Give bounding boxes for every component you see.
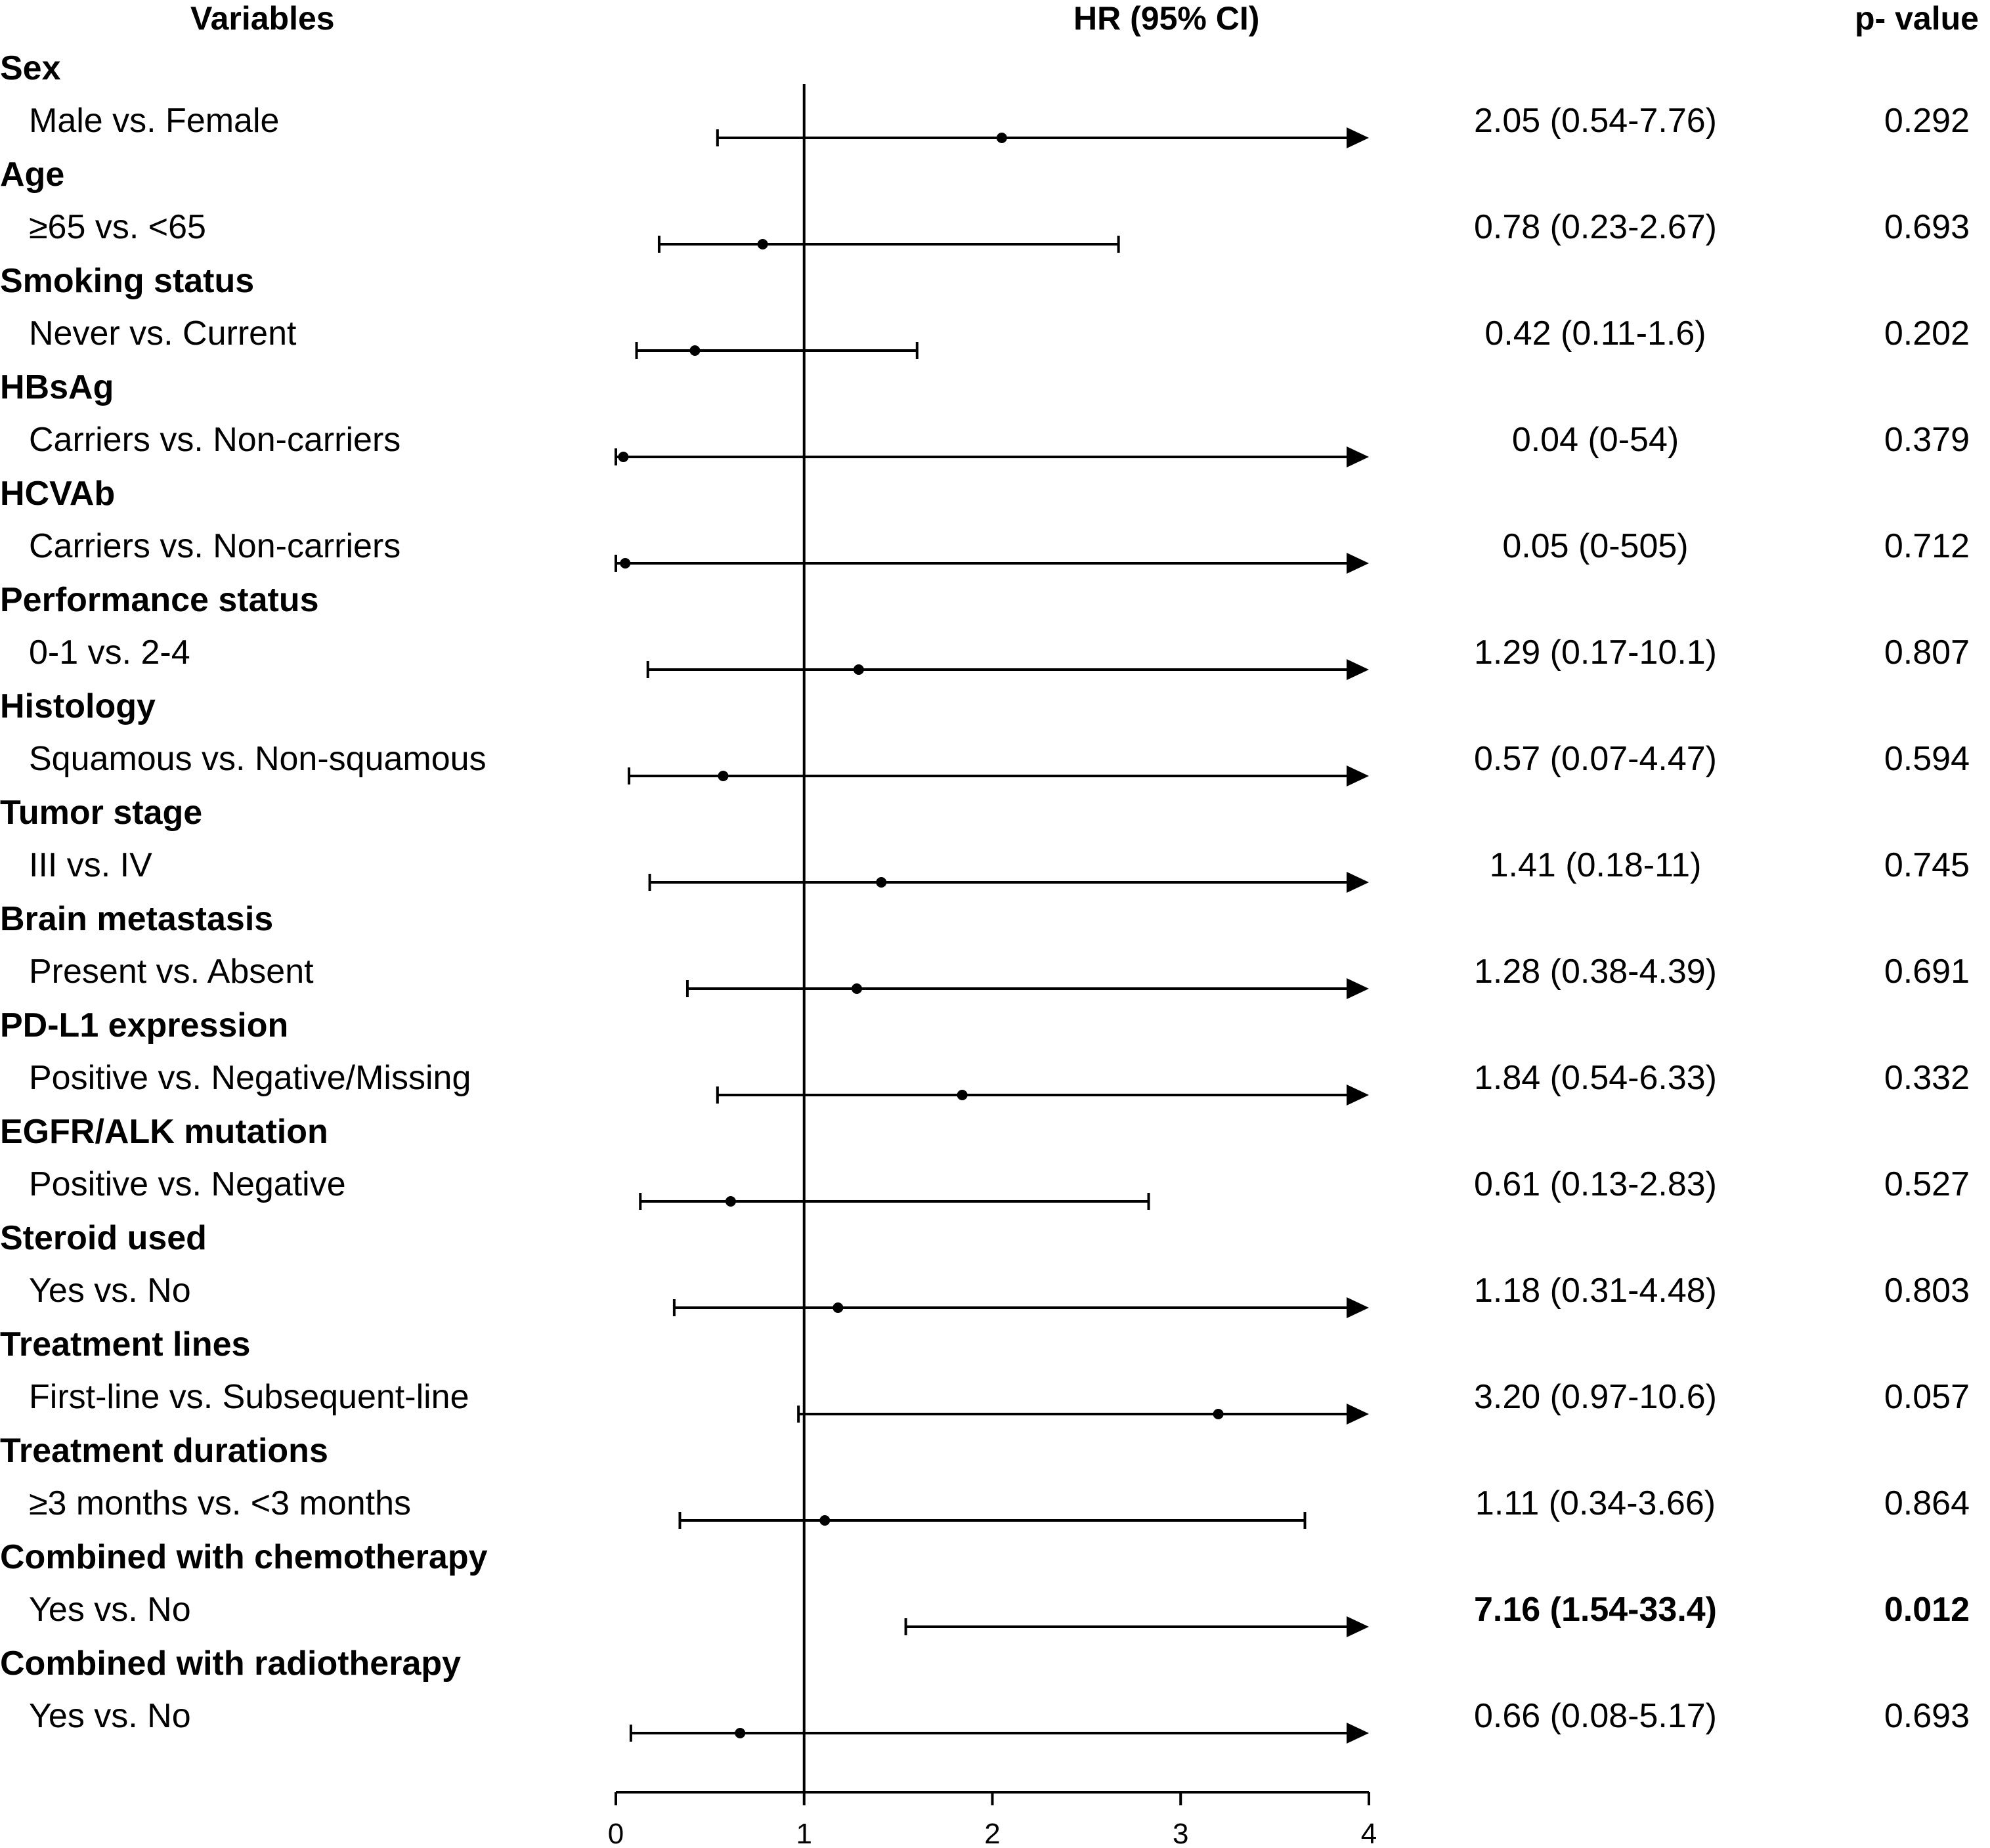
hr-ci-value: 0.05 (0-505) bbox=[1502, 527, 1689, 565]
group-label: Age bbox=[0, 156, 65, 194]
group-label: Combined with chemotherapy bbox=[0, 1538, 488, 1576]
hr-ci-value: 0.57 (0.07-4.47) bbox=[1473, 740, 1718, 778]
hr-ci-value: 0.66 (0.08-5.17) bbox=[1473, 1697, 1718, 1735]
hr-ci-value: 2.05 (0.54-7.76) bbox=[1473, 102, 1718, 140]
hr-point bbox=[725, 1196, 736, 1207]
x-tick-label: 2 bbox=[984, 1818, 1001, 1848]
hr-point bbox=[758, 239, 768, 249]
comparison-label: First-line vs. Subsequent-line bbox=[29, 1378, 469, 1416]
comparison-label: Carriers vs. Non-carriers bbox=[29, 527, 401, 565]
x-tick-label: 3 bbox=[1173, 1818, 1189, 1848]
variables-header: Variables bbox=[190, 0, 335, 37]
group-label: PD-L1 expression bbox=[0, 1006, 289, 1044]
x-tick-label: 1 bbox=[796, 1818, 812, 1848]
group-label: Brain metastasis bbox=[0, 900, 274, 938]
comparison-label: Yes vs. No bbox=[29, 1697, 191, 1735]
hr-header: HR (95% CI) bbox=[1073, 0, 1260, 37]
p-value: 0.693 bbox=[1884, 208, 1970, 246]
comparison-label: Squamous vs. Non-squamous bbox=[29, 740, 487, 778]
p-value: 0.202 bbox=[1884, 314, 1970, 353]
p-value: 0.379 bbox=[1884, 421, 1970, 459]
comparison-label: ≥65 vs. <65 bbox=[29, 208, 206, 246]
comparison-label: Yes vs. No bbox=[29, 1272, 191, 1310]
group-label: Treatment durations bbox=[0, 1432, 328, 1470]
hr-point bbox=[876, 877, 886, 888]
hr-ci-value: 1.11 (0.34-3.66) bbox=[1475, 1484, 1716, 1522]
comparison-label: Carriers vs. Non-carriers bbox=[29, 421, 401, 459]
p-value: 0.745 bbox=[1884, 846, 1970, 884]
group-label: EGFR/ALK mutation bbox=[0, 1113, 328, 1151]
group-label: Treatment lines bbox=[0, 1325, 251, 1364]
p-value-header: p- value bbox=[1855, 0, 1979, 37]
x-tick-label: 0 bbox=[607, 1818, 624, 1848]
hr-point bbox=[854, 664, 864, 675]
hr-point bbox=[833, 1302, 843, 1313]
ci-arrow-head bbox=[1347, 872, 1369, 893]
group-label: Steroid used bbox=[0, 1219, 207, 1257]
p-value: 0.691 bbox=[1884, 953, 1970, 991]
hr-point bbox=[618, 452, 628, 462]
group-label: HCVAb bbox=[0, 475, 116, 513]
ci-arrow-head bbox=[1347, 553, 1369, 574]
ci-arrow-head bbox=[1347, 1404, 1369, 1425]
hr-point bbox=[852, 983, 862, 994]
p-value: 0.594 bbox=[1884, 740, 1970, 778]
hr-point bbox=[620, 558, 630, 569]
hr-point bbox=[819, 1515, 830, 1526]
hr-point bbox=[718, 771, 728, 781]
group-label: Smoking status bbox=[0, 262, 255, 300]
group-label: Performance status bbox=[0, 581, 319, 619]
hr-point bbox=[689, 345, 700, 356]
hr-ci-value: 0.61 (0.13-2.83) bbox=[1473, 1165, 1718, 1203]
p-value: 0.012 bbox=[1884, 1591, 1970, 1629]
hr-ci-value: 0.04 (0-54) bbox=[1511, 421, 1679, 459]
hr-point bbox=[957, 1090, 968, 1100]
hr-point bbox=[997, 133, 1007, 143]
ci-arrow-head bbox=[1347, 978, 1369, 999]
group-label: Tumor stage bbox=[0, 794, 203, 832]
hr-ci-value: 1.84 (0.54-6.33) bbox=[1473, 1059, 1718, 1097]
p-value: 0.292 bbox=[1884, 102, 1970, 140]
p-value: 0.527 bbox=[1884, 1165, 1970, 1203]
ci-arrow-head bbox=[1347, 1085, 1369, 1106]
group-label: Histology bbox=[0, 687, 156, 725]
comparison-label: Yes vs. No bbox=[29, 1591, 191, 1629]
p-value: 0.057 bbox=[1884, 1378, 1970, 1416]
hr-ci-value: 1.41 (0.18-11) bbox=[1489, 846, 1702, 884]
hr-ci-value: 0.78 (0.23-2.67) bbox=[1473, 208, 1718, 246]
group-label: HBsAg bbox=[0, 368, 114, 406]
comparison-label: ≥3 months vs. <3 months bbox=[29, 1484, 412, 1522]
p-value: 0.807 bbox=[1884, 634, 1970, 672]
hr-ci-value: 0.42 (0.11-1.6) bbox=[1484, 314, 1706, 353]
ci-arrow-head bbox=[1347, 1616, 1369, 1637]
comparison-label: Never vs. Current bbox=[29, 314, 297, 353]
ci-arrow-head bbox=[1347, 127, 1369, 148]
hr-ci-value: 7.16 (1.54-33.4) bbox=[1473, 1591, 1718, 1629]
comparison-label: Positive vs. Negative/Missing bbox=[29, 1059, 471, 1097]
comparison-label: Positive vs. Negative bbox=[29, 1165, 346, 1203]
group-label: Combined with radiotherapy bbox=[0, 1644, 462, 1683]
p-value: 0.332 bbox=[1884, 1059, 1970, 1097]
p-value: 0.693 bbox=[1884, 1697, 1970, 1735]
ci-arrow-head bbox=[1347, 1297, 1369, 1318]
ci-arrow-head bbox=[1347, 659, 1369, 680]
hr-ci-value: 1.29 (0.17-10.1) bbox=[1473, 634, 1718, 672]
hr-point bbox=[1213, 1409, 1224, 1419]
hr-ci-value: 3.20 (0.97-10.6) bbox=[1473, 1378, 1718, 1416]
group-label: Sex bbox=[0, 49, 61, 87]
p-value: 0.712 bbox=[1884, 527, 1970, 565]
ci-arrow-head bbox=[1347, 446, 1369, 467]
p-value: 0.803 bbox=[1884, 1272, 1970, 1310]
x-tick-label: 4 bbox=[1360, 1818, 1377, 1848]
comparison-label: 0-1 vs. 2-4 bbox=[29, 634, 190, 672]
comparison-label: Male vs. Female bbox=[29, 102, 280, 140]
p-value: 0.864 bbox=[1884, 1484, 1970, 1522]
comparison-label: Present vs. Absent bbox=[29, 953, 314, 991]
hr-ci-value: 1.28 (0.38-4.39) bbox=[1473, 953, 1718, 991]
hr-ci-value: 1.18 (0.31-4.48) bbox=[1473, 1272, 1718, 1310]
ci-arrow-head bbox=[1347, 1723, 1369, 1744]
ci-arrow-head bbox=[1347, 765, 1369, 786]
comparison-label: III vs. IV bbox=[29, 846, 152, 884]
hr-point bbox=[735, 1728, 745, 1738]
